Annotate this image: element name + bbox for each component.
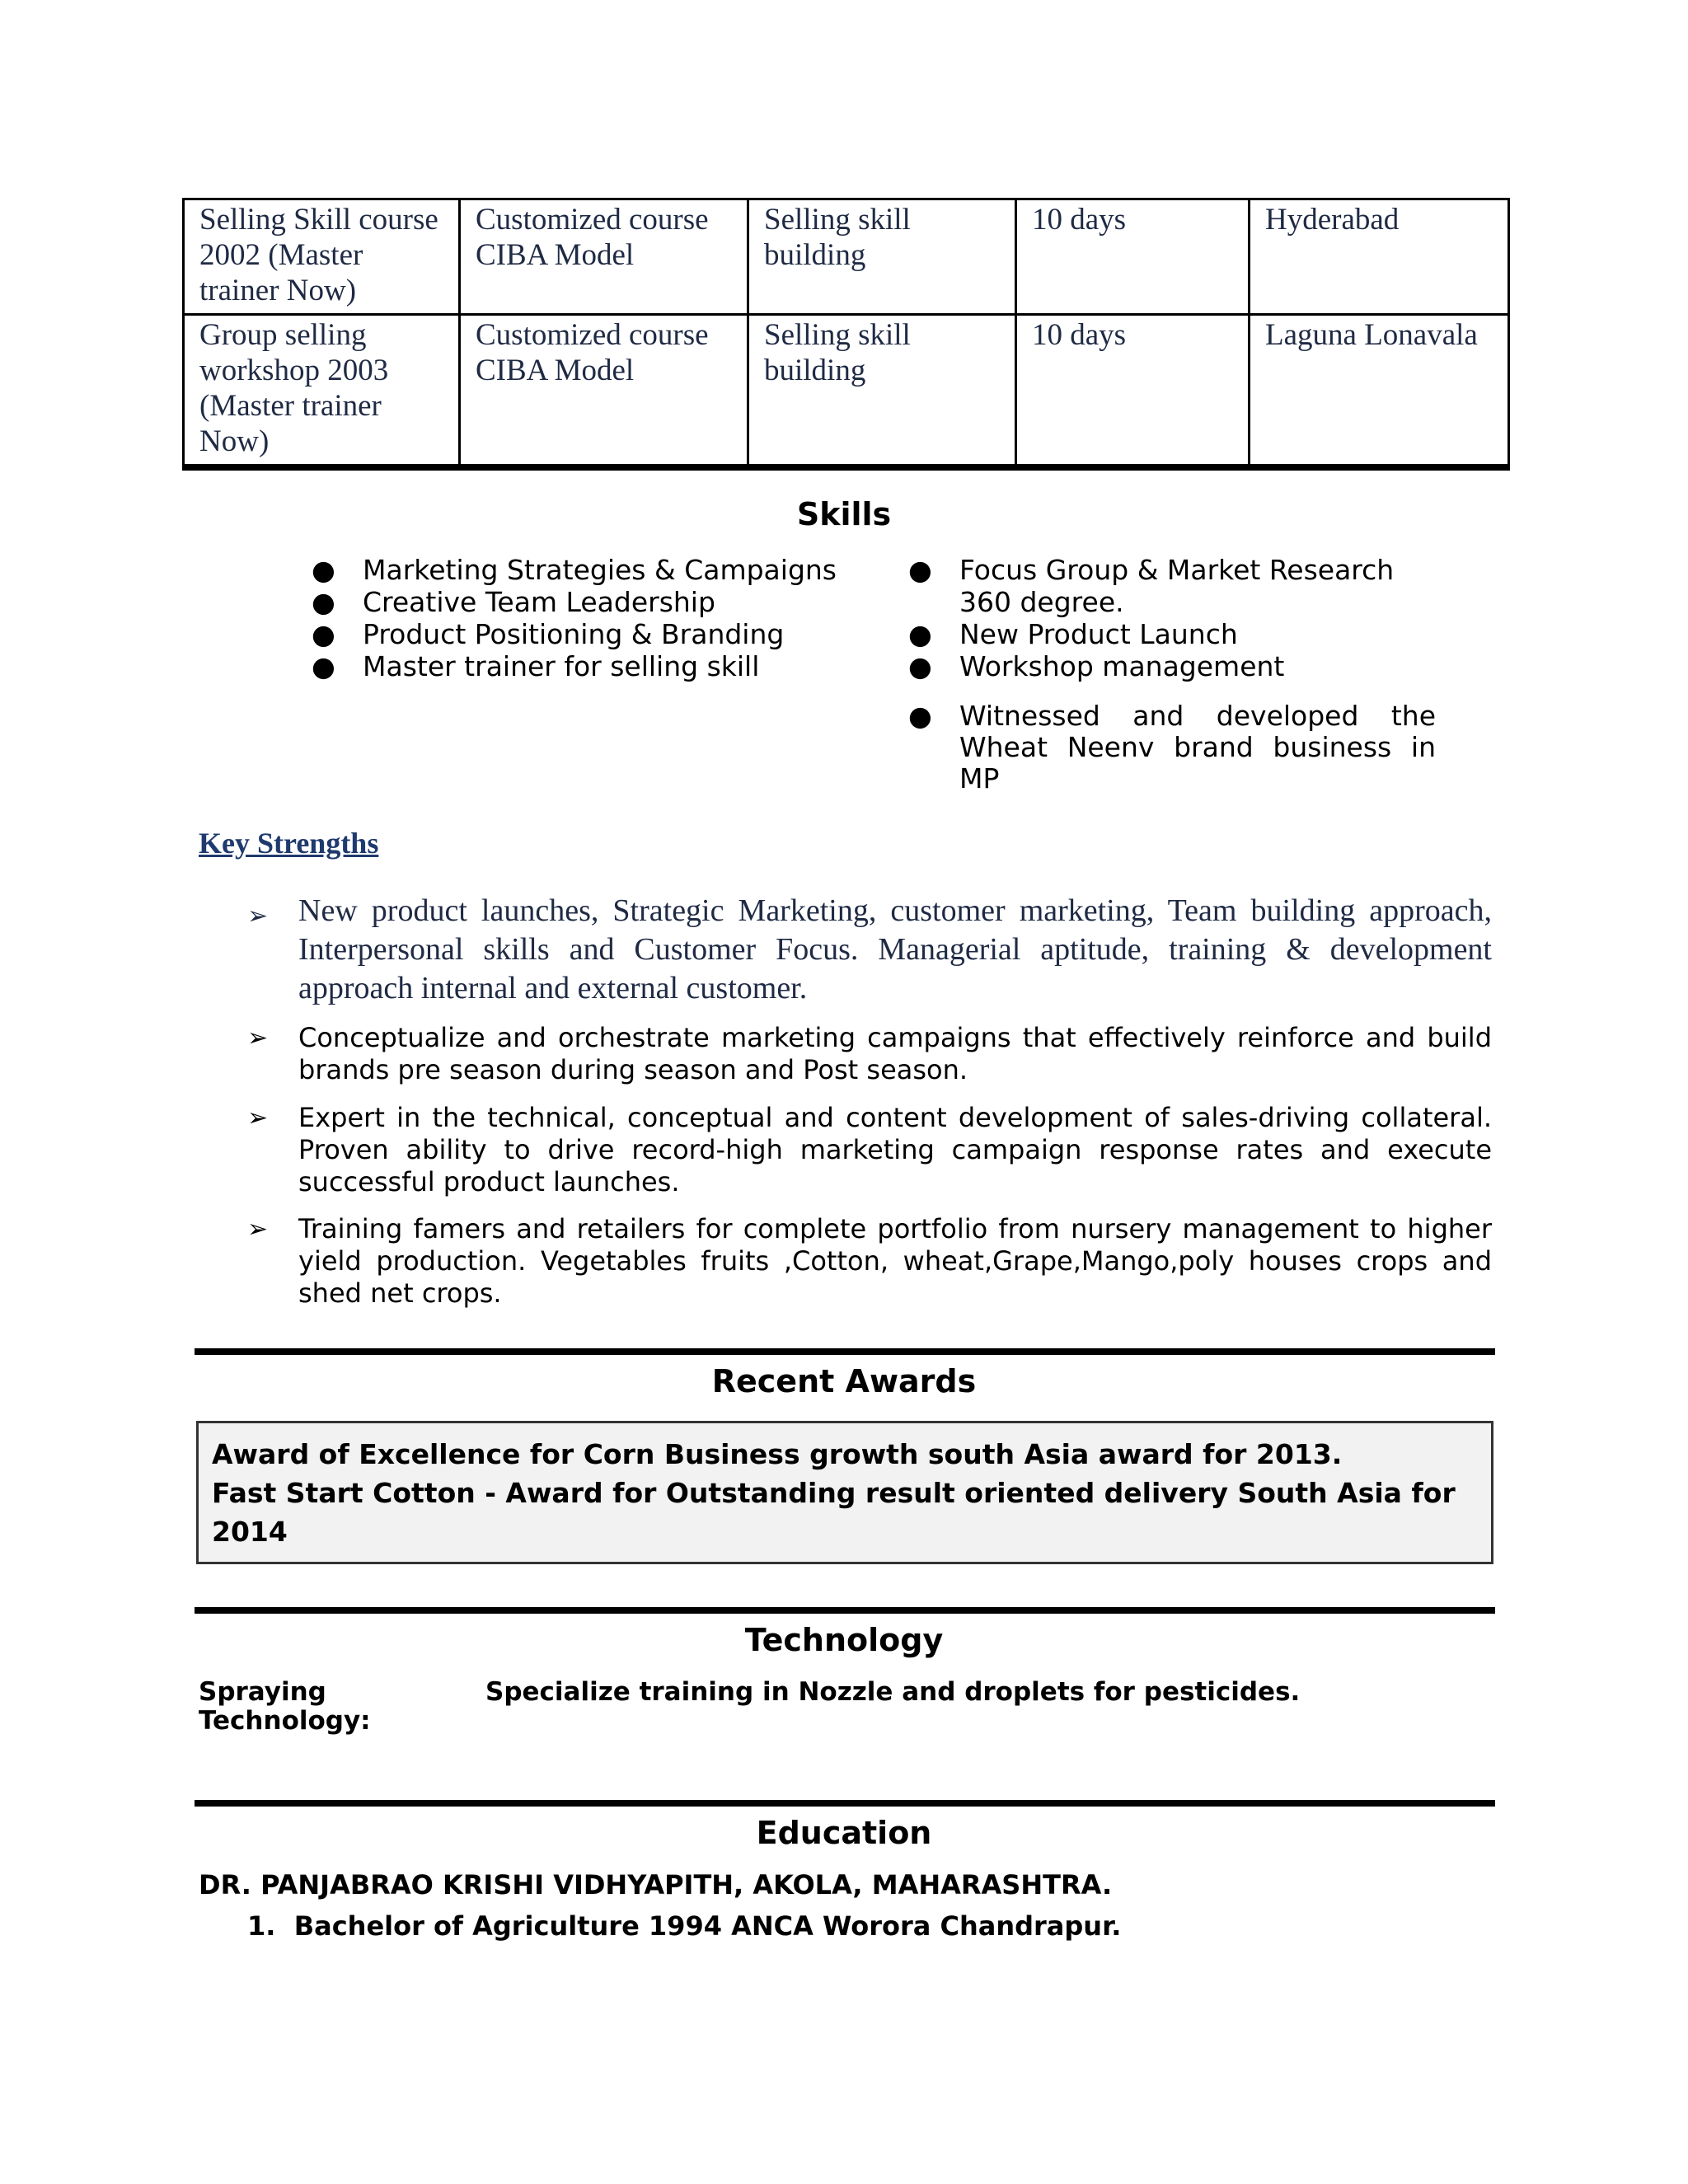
list-item: ● Product Positioning & Branding	[312, 618, 785, 650]
list-item: ● Marketing Strategies & Campaigns	[312, 554, 837, 586]
table-cell: Group selling workshop 2003 (Master trainer Now)	[184, 315, 460, 468]
skills-list-right	[908, 554, 1436, 682]
list-item: ● Focus Group & Market Research	[908, 554, 1395, 586]
key-strengths-list	[247, 1102, 1492, 1198]
technology-heading: Technology	[744, 1622, 944, 1658]
education-heading: Education	[756, 1815, 932, 1851]
table-cell: Selling skill building	[748, 199, 1016, 315]
bullet-icon: ●	[908, 618, 932, 650]
bullet-icon: ●	[312, 618, 335, 650]
bullet-icon: ●	[908, 650, 932, 682]
arrow-bullet-icon: ➢	[247, 902, 269, 930]
list-item-continuation: 360 degree.	[959, 586, 1124, 618]
skills-list-left	[312, 554, 839, 682]
list-item: ➢ Expert in the technical, conceptual and content development of sales-driving collateral. Proven ability to drive record-high marketing campaign response rates and execute successful product launches.	[247, 1102, 1492, 1197]
bullet-icon: ●	[312, 650, 335, 682]
key-strengths-list	[247, 892, 1492, 1008]
table-cell: Selling Skill course 2002 (Master trainer Now)	[184, 199, 460, 315]
awards-box	[196, 1421, 1493, 1564]
award-item: Fast Start Cotton - Award for Outstanding result oriented delivery South Asia for 2014	[212, 1477, 1456, 1548]
list-item: ➢ Training famers and retailers for complete portfolio from nursery management to higher yield production. Vegetables fruits ,Cotton, wheat,Grape,Mango,poly houses crops and shed net crops.	[247, 1213, 1492, 1309]
arrow-bullet-icon: ➢	[247, 1104, 269, 1132]
section-divider	[195, 1348, 1495, 1355]
bullet-icon: ●	[908, 700, 932, 732]
arrow-bullet-icon: ➢	[247, 1215, 269, 1244]
table-cell: Customized course CIBA Model	[460, 315, 748, 468]
section-divider	[195, 1607, 1495, 1614]
table-row	[184, 315, 1509, 468]
education-institution: DR. PANJABRAO KRISHI VIDHYAPITH, AKOLA, MAHARASHTRA.	[199, 1869, 1113, 1900]
table-cell: Hyderabad	[1250, 199, 1509, 315]
arrow-bullet-icon: ➢	[247, 1024, 269, 1052]
key-strengths-heading: Key Strengths	[199, 827, 379, 860]
section-divider	[195, 1800, 1495, 1807]
list-item: ➢ New product launches, Strategic Marketing, customer marketing, Team building approach, Interpersonal skills and Customer Focus. Managerial aptitude, training & development approach internal and external customer.	[247, 893, 1492, 1005]
skills-heading: Skills	[796, 496, 892, 532]
list-item: ● Witnessed and developed the Wheat Neenv brand business in MP	[908, 700, 1436, 794]
education-item: 1. Bachelor of Agriculture 1994 ANCA Worora Chandrapur.	[247, 1910, 1122, 1942]
key-strengths-list	[247, 1022, 1492, 1086]
table-row	[184, 199, 1509, 315]
list-item: ● Master trainer for selling skill	[312, 650, 760, 682]
award-item: Award of Excellence for Corn Business growth south Asia award for 2013.	[212, 1438, 1343, 1470]
technology-label: Spraying Technology:	[199, 1677, 371, 1736]
training-table	[182, 198, 1510, 471]
table-cell: Laguna Lonavala	[1250, 315, 1509, 468]
bullet-icon: ●	[312, 586, 335, 618]
awards-heading: Recent Awards	[711, 1363, 977, 1399]
table-cell: Selling skill building	[748, 315, 1016, 468]
list-item: ➢ Conceptualize and orchestrate marketing campaigns that effectively reinforce and build brands pre season during season and Post season.	[247, 1022, 1492, 1085]
list-item: ● Creative Team Leadership	[312, 586, 715, 618]
bullet-icon: ●	[312, 554, 335, 586]
list-item: ● New Product Launch	[908, 618, 1238, 650]
table-cell: Customized course CIBA Model	[460, 199, 748, 315]
technology-description: Specialize training in Nozzle and droplets for pesticides.	[485, 1677, 1301, 1707]
key-strengths-list	[247, 1213, 1492, 1310]
table-cell: 10 days	[1016, 199, 1250, 315]
bullet-icon: ●	[908, 554, 932, 586]
table-cell: 10 days	[1016, 315, 1250, 468]
list-item: ● Workshop management	[908, 650, 1285, 682]
